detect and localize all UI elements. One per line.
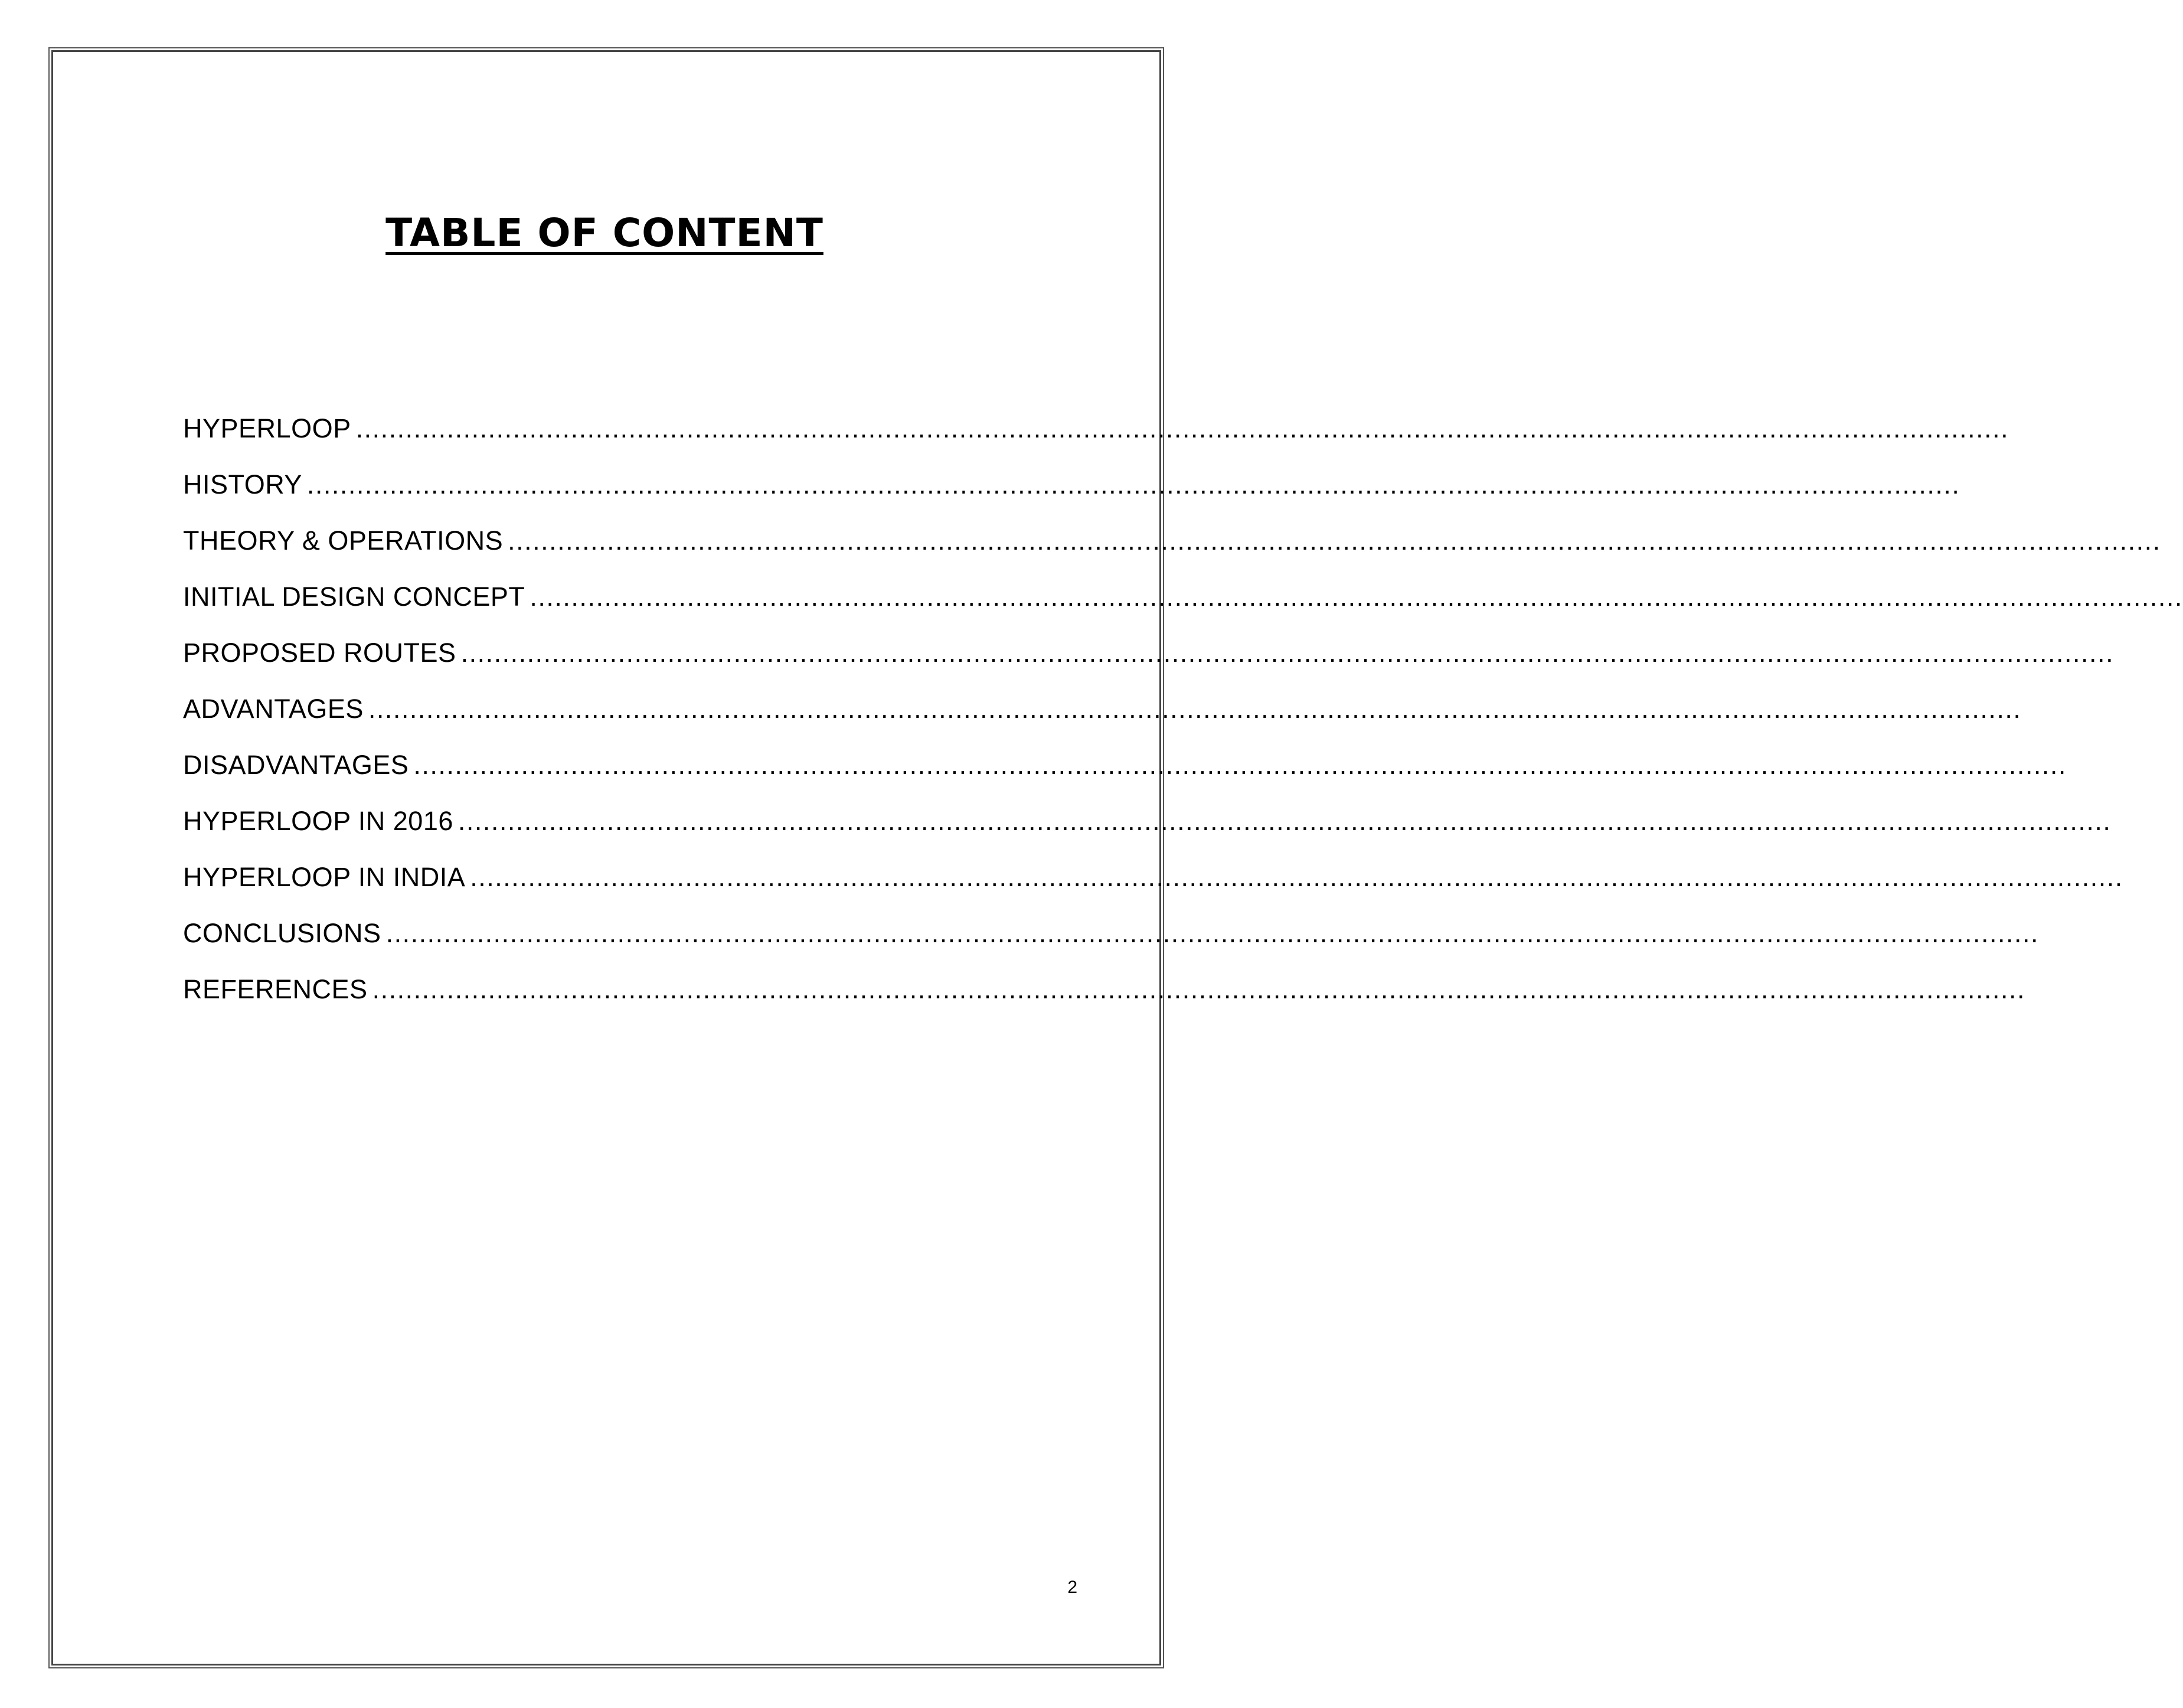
toc-entry-hyperloop-in-india[interactable] <box>183 862 2123 918</box>
toc-entry-label: ADVANTAGES <box>183 694 364 724</box>
toc-entry-references[interactable] <box>183 974 2026 1030</box>
toc-dot-leader: ........................................................................................................................................................................................................ <box>530 582 2183 612</box>
toc-dot-leader: ........................................................................................................................................................................................................ <box>306 469 1960 499</box>
toc-dot-leader: ........................................................................................................................................................................................................ <box>457 806 2112 836</box>
toc-entry-initial-design-concept[interactable] <box>183 582 2183 638</box>
toc-entry-label: INITIAL DESIGN CONCEPT <box>183 582 525 612</box>
toc-entry-label: CONCLUSIONS <box>183 918 381 948</box>
toc-dot-leader: ........................................................................................................................................................................................................ <box>508 525 2161 556</box>
toc-dot-leader: ........................................................................................................................................................................................................ <box>355 413 2009 443</box>
table-of-contents <box>183 413 2183 1030</box>
toc-entry-advantages[interactable] <box>183 694 2022 750</box>
toc-entry-proposed-routes[interactable] <box>183 638 2115 694</box>
toc-dot-leader: ........................................................................................................................................................................................................ <box>470 862 2123 892</box>
toc-entry-label: HYPERLOOP IN INDIA <box>183 862 466 892</box>
toc-entry-label: HYPERLOOP <box>183 413 351 443</box>
toc-dot-leader: ........................................................................................................................................................................................................ <box>460 638 2115 668</box>
toc-dot-leader: ........................................................................................................................................................................................................ <box>385 918 2040 948</box>
toc-entry-history[interactable] <box>183 469 1960 525</box>
toc-entry-label: PROPOSED ROUTES <box>183 638 456 668</box>
toc-dot-leader: ........................................................................................................................................................................................................ <box>413 750 2067 780</box>
toc-entry-hyperloop[interactable] <box>183 413 2009 469</box>
toc-entry-hyperloop-in-2016[interactable] <box>183 806 2112 862</box>
toc-entry-label: THEORY & OPERATIONS <box>183 525 504 556</box>
toc-entry-label: REFERENCES <box>183 974 368 1004</box>
toc-entry-label: HYPERLOOP IN 2016 <box>183 806 453 836</box>
toc-entry-label: DISADVANTAGES <box>183 750 409 780</box>
toc-dot-leader: ........................................................................................................................................................................................................ <box>372 974 2026 1004</box>
page-title: TABLE OF CONTENT <box>385 210 823 256</box>
toc-entry-theory-operations[interactable] <box>183 525 2161 582</box>
page-number: 2 <box>1067 1578 1077 1597</box>
toc-entry-label: HISTORY <box>183 469 302 499</box>
toc-entry-conclusions[interactable] <box>183 918 2040 974</box>
toc-entry-disadvantages[interactable] <box>183 750 2067 806</box>
toc-dot-leader: ........................................................................................................................................................................................................ <box>368 694 2022 724</box>
